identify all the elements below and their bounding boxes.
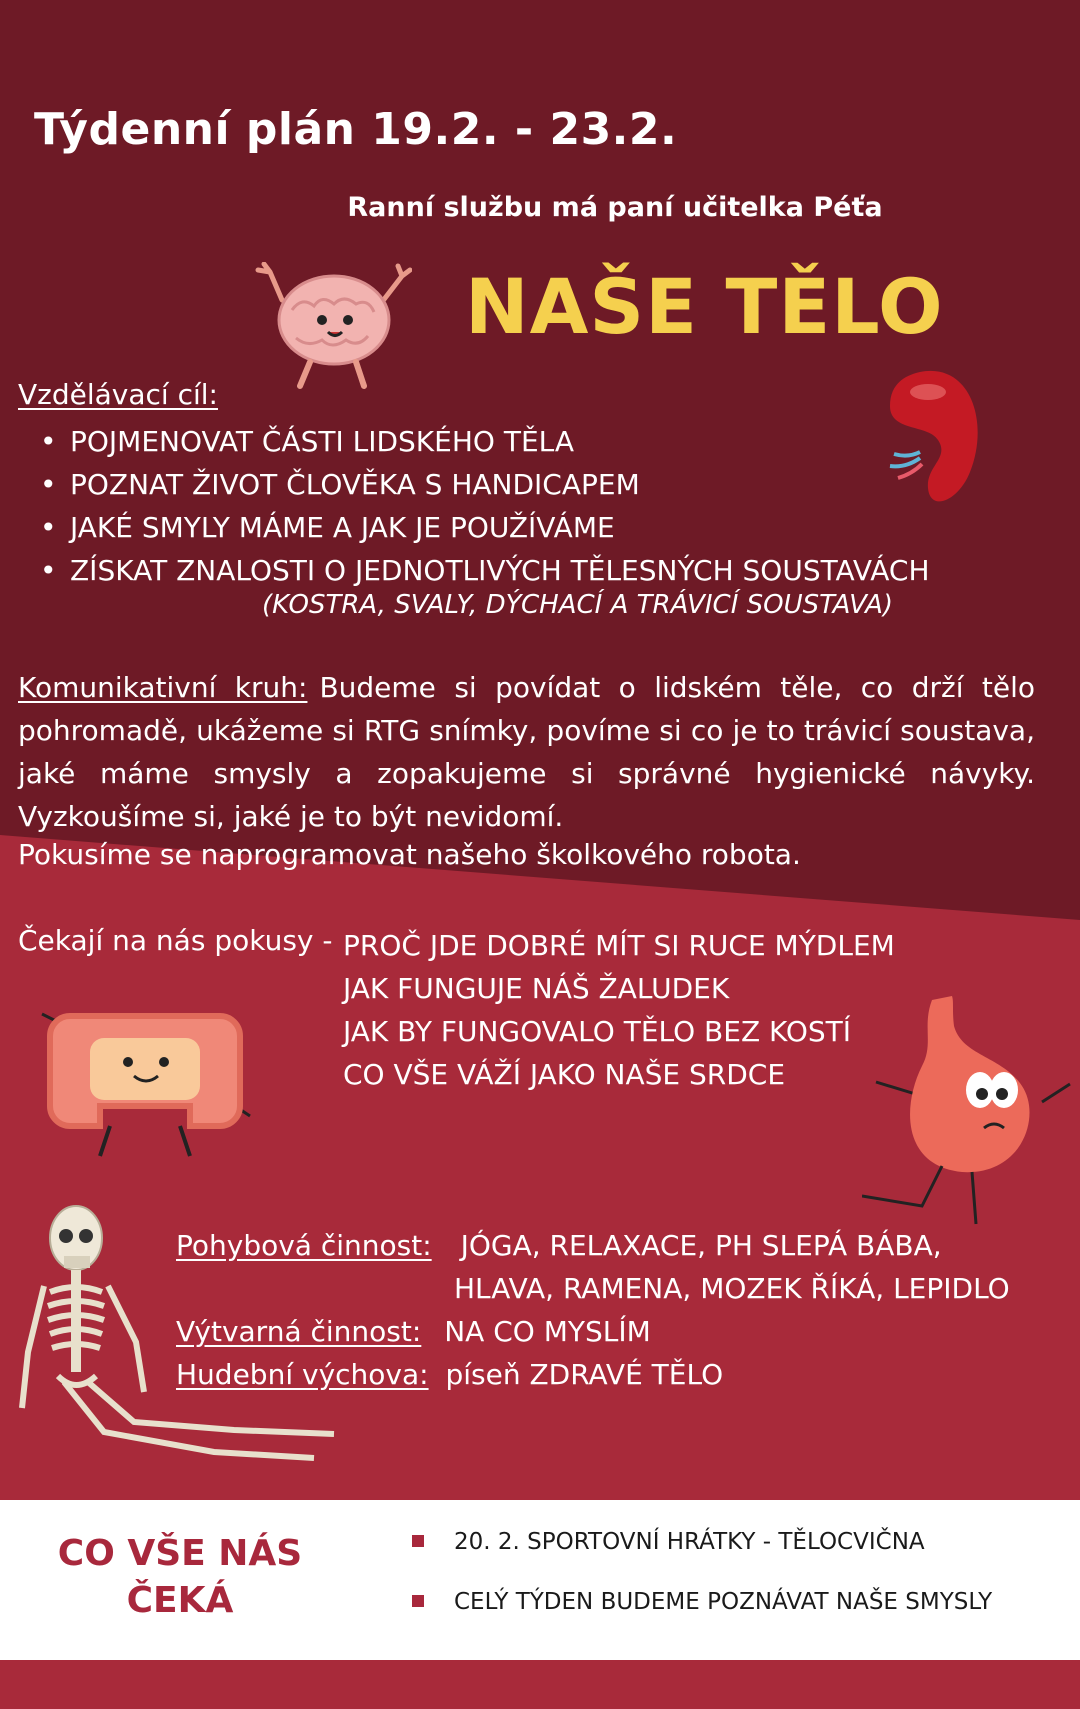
page-title: Týdenní plán 19.2. - 23.2. <box>34 104 678 155</box>
goals-note: (KOSTRA, SVALY, DÝCHACÍ A TRÁVICÍ SOUSTAVA) <box>262 590 894 620</box>
goals-list <box>38 420 930 592</box>
goal-item: • JAKÉ SMYLY MÁME A JAK JE POUŽÍVÁME <box>38 506 930 549</box>
communication-text: Budeme si povídat o lidském těle, co drží tělo pohromadě, ukážeme si RTG snímky, povíme si co je to trávicí soustava, jaké máme smysly a zopakujeme si správné hygienické návyky. Vyzkoušíme si, jaké je to být nevidomí. <box>18 671 1035 833</box>
footer-item <box>412 1527 925 1557</box>
art-value: NA CO MYSLÍM <box>444 1315 651 1348</box>
weekly-theme: NAŠE TĚLO <box>465 262 944 351</box>
communication-text-2: Pokusíme se naprogramovat našeho školkového robota. <box>18 838 801 871</box>
communication-paragraph <box>18 666 1035 838</box>
art-row <box>176 1310 651 1353</box>
footer-item-text: 20. 2. SPORTOVNÍ HRÁTKY - TĚLOCVIČNA <box>454 1529 925 1555</box>
footer-title <box>55 1530 305 1624</box>
music-value: píseň ZDRAVÉ TĚLO <box>445 1358 724 1391</box>
experiments-intro: Čekají na nás pokusy - <box>18 924 333 957</box>
music-row <box>176 1353 723 1396</box>
movement-value: JÓGA, RELAXACE, PH SLEPÁ BÁBA, <box>460 1229 942 1262</box>
communication-label: Komunikativní kruh: <box>18 671 308 704</box>
intestine-icon <box>30 996 260 1166</box>
footer-item <box>412 1587 992 1617</box>
experiments-list <box>343 924 895 1096</box>
goal-item: • ZÍSKAT ZNALOSTI O JEDNOTLIVÝCH TĚLESNÝCH SOUSTAVÁCH <box>38 549 930 592</box>
goal-item: • POZNAT ŽIVOT ČLOVĚKA S HANDICAPEM <box>38 463 930 506</box>
footer-title-line: CO VŠE NÁS <box>57 1533 303 1574</box>
movement-label: Pohybová činnost: <box>176 1229 432 1262</box>
art-label: Výtvarná činnost: <box>176 1315 422 1348</box>
square-bullet-icon <box>412 1595 424 1607</box>
experiment-item: JAK BY FUNGOVALO TĚLO BEZ KOSTÍ <box>343 1015 852 1048</box>
experiment-item: CO VŠE VÁŽÍ JAKO NAŠE SRDCE <box>343 1058 786 1091</box>
footer-item-text: CELÝ TÝDEN BUDEME POZNÁVAT NAŠE SMYSLY <box>454 1589 993 1615</box>
goal-item: • POJMENOVAT ČÁSTI LIDSKÉHO TĚLA <box>38 420 930 463</box>
brain-icon <box>252 262 412 392</box>
movement-row <box>176 1224 942 1267</box>
music-label: Hudební výchova: <box>176 1358 429 1391</box>
morning-duty-note: Ranní službu má paní učitelka Péťa <box>347 192 883 223</box>
square-bullet-icon <box>412 1535 424 1547</box>
footer-band <box>0 1660 1080 1709</box>
footer-title-line: ČEKÁ <box>126 1580 234 1621</box>
experiment-item: PROČ JDE DOBRÉ MÍT SI RUCE MÝDLEM <box>343 929 895 962</box>
goals-label: Vzdělávací cíl: <box>18 378 218 411</box>
movement-value-2: HLAVA, RAMENA, MOZEK ŘÍKÁ, LEPIDLO <box>454 1272 1010 1305</box>
experiment-item: JAK FUNGUJE NÁŠ ŽALUDEK <box>343 972 730 1005</box>
